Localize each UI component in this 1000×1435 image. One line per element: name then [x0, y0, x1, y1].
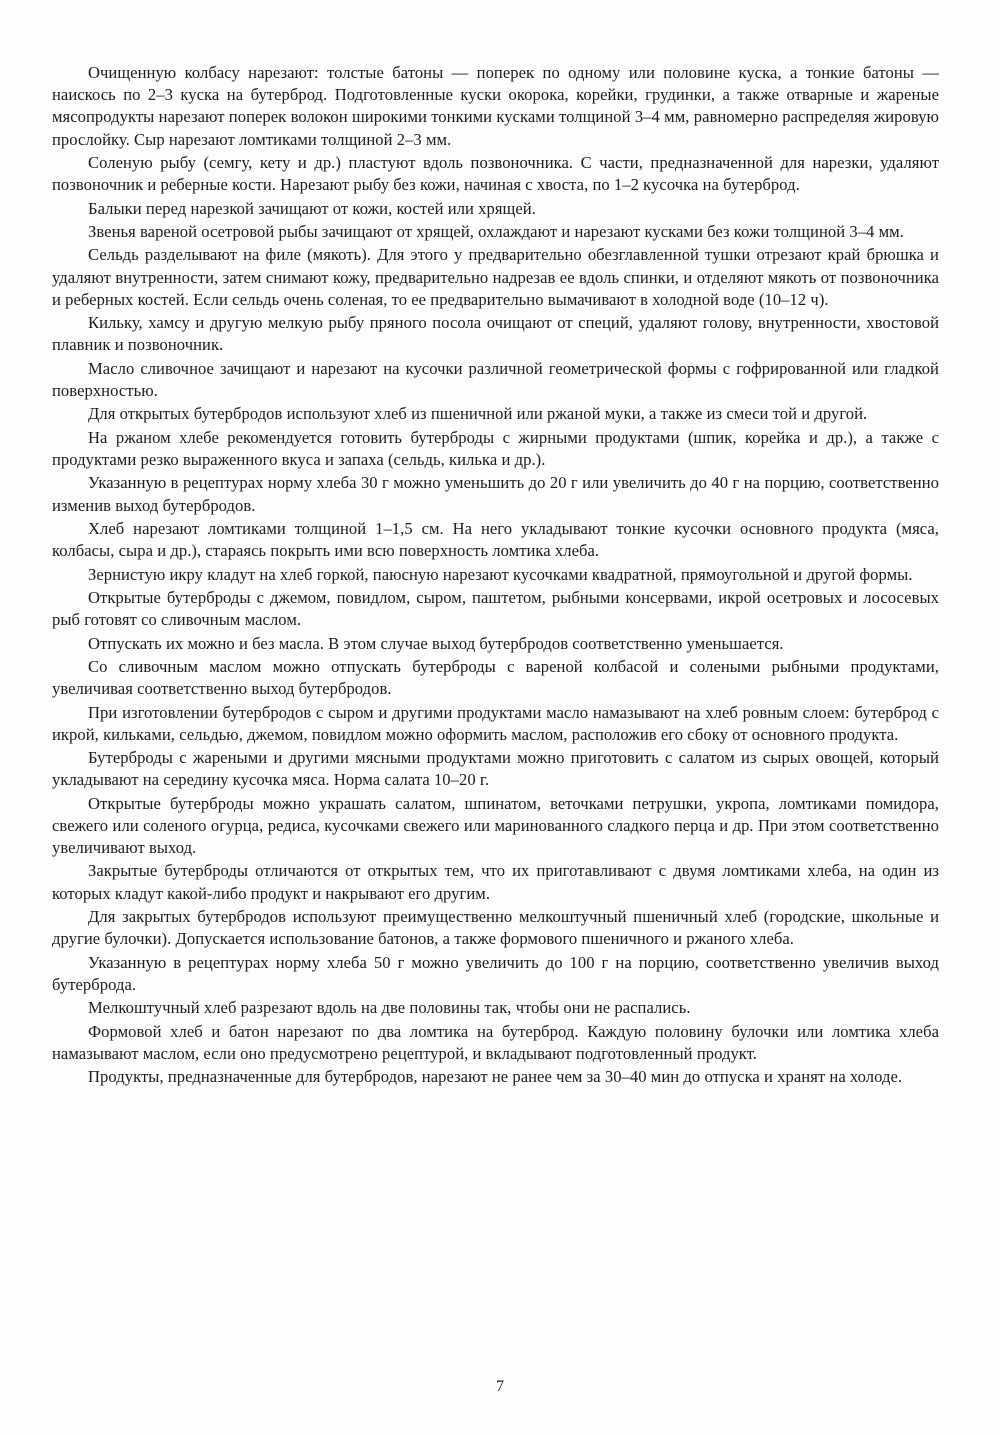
paragraph-open-sandwich-bread: Для открытых бутербродов используют хлеб из пшеничной или ржаной муки, а также из смеси той и другой.: [88, 404, 868, 424]
paragraph-bread-norm-50g: Указанную в рецептурах норму хлеба 50 г можно увеличить до 100 г на порцию, соответственно увеличив выход бутерброда.: [52, 952, 939, 994]
paragraph-open-sandwich-butter: Открытые бутерброды с джемом, повидлом, сыром, паштетом, рыбными консервами, икрой осетровых и лососевых рыб готовят со сливочным маслом.: [52, 587, 939, 630]
paragraph-closed-sandwich: Закрытые бутерброды отличаются от открытых тем, что их приготавливают с двумя ломтиками хлеба, на один из которых кладут какой-либо продукт и накрывают его другим.: [52, 861, 939, 903]
paragraph-sprat: Кильку, хамсу и другую мелкую рыбу пряного посола очищают от специй, удаляют голову, внутренности, хвостовой плавник и позвоночник.: [52, 313, 939, 355]
paragraph-butter-spreading: При изготовлении бутербродов с сыром и другими продуктами масло намазывают на хлеб ровным слоем: бутерброд с икрой, кильками, сельдью, джемом, повидлом можно оформить маслом, расположив его сбоку от основного продукта.: [52, 702, 939, 744]
paragraph-butter-sausage: Со сливочным маслом можно отпускать бутерброды с вареной колбасой и солеными рыбными продуктами, увеличивая соответственно выход бутербродов.: [52, 656, 939, 699]
paragraph-bread-norm-30g: Указанную в рецептурах норму хлеба 30 г можно уменьшить до 20 г или увеличить до 40 г на порцию, соответственно изменив выход бутербродов.: [52, 473, 939, 515]
paragraph-rye-bread: На ржаном хлебе рекомендуется готовить бутерброды с жирными продуктами (шпик, корейка и др.), а также с продуктами резко выраженного вкуса и запаха (сельдь, килька и др.).: [52, 427, 939, 469]
paragraph-storage: Продукты, предназначенные для бутербродов, нарезают не ранее чем за 30–40 мин до отпуска и хранят на холоде.: [88, 1067, 903, 1087]
paragraph-caviar: Зернистую икру кладут на хлеб горкой, паюсную нарезают кусочками квадратной, прямоугольной и другой формы.: [88, 564, 913, 584]
paragraph-small-bread: Мелкоштучный хлеб разрезают вдоль на две половины так, чтобы они не распались.: [88, 998, 691, 1018]
paragraph-sturgeon: Звенья вареной осетровой рыбы зачищают от хрящей, охлаждают и нарезают кусками без кожи толщиной 3–4 мм.: [88, 221, 904, 241]
paragraph-decoration: Открытые бутерброды можно украшать салатом, шпинатом, веточками петрушки, укропа, ломтиками помидора, свежего или соленого огурца, редиса, кусочками свежего или маринованного сладкого перца и др. При этом соответственно увеличивают выход.: [52, 793, 939, 858]
body-text: [52, 62, 939, 1090]
paragraph-salted-fish: Соленую рыбу (семгу, кету и др.) пластуют вдоль позвоночника. С части, предназначенной для нарезки, удаляют позвоночник и реберные кости. Нарезают рыбу без кожи, начиная с хвоста, по 1–2 кусочка на бутерброд.: [52, 153, 939, 195]
paragraph-meat-salad: Бутерброды с жареными и другими мясными продуктами можно приготовить с салатом из сырых овощей, который укладывают на середину кусочка мяса. Норма салата 10–20 г.: [52, 748, 939, 790]
paragraph-formed-bread: Формовой хлеб и батон нарезают по два ломтика на бутерброд. Каждую половину булочки или ломтика хлеба намазывают маслом, если оно предусмотрено рецептурой, и вкладывают подготовленный продукт.: [52, 1021, 939, 1063]
paragraph-without-butter: Отпускать их можно и без масла. В этом случае выход бутербродов соответственно уменьшается.: [88, 633, 784, 653]
paragraph-herring: Сельдь разделывают на филе (мякоть). Для этого у предварительно обезглавленной тушки отрезают край брюшка и удаляют внутренности, затем снимают кожу, предварительно надрезав ее вдоль спинки, и отделяют мякоть от позвоночника и реберных костей. Если сельдь очень соленая, то ее предварительно вымачивают в холодной воде (10–12 ч).: [52, 245, 939, 309]
paragraph-butter: Масло сливочное зачищают и нарезают на кусочки различной геометрической формы с гофрированной или гладкой поверхностью.: [52, 358, 939, 400]
paragraph-sausage-cutting: Очищенную колбасу нарезают: толстые батоны — поперек по одному или половине куска, а тонкие батоны — наискось по 2–3 куска на бутерброд. Подготовленные куски окорока, корейки, грудинки, а также отварные и жареные мясопродукты нарезают поперек волокон широкими тонкими кусками толщиной 3–4 мм, равномерно распределяя жировую прослойку. Сыр нарезают ломтиками толщиной 2–3 мм.: [52, 63, 939, 149]
paragraph-bread-slices: Хлеб нарезают ломтиками толщиной 1–1,5 см. На него укладывают тонкие кусочки основного продукта (мяса, колбасы, сыра и др.), стараясь покрыть ими всю поверхность ломтика хлеба.: [52, 518, 939, 561]
page-number: 7: [496, 1378, 504, 1395]
paragraph-balyk: Балыки перед нарезкой зачищают от кожи, костей или хрящей.: [88, 198, 536, 218]
paragraph-closed-sandwich-bread: Для закрытых бутербродов используют преимущественно мелкоштучный пшеничный хлеб (городские, школьные и другие булочки). Допускается использование батонов, а также формового пшеничного и ржаного хлеба.: [52, 907, 939, 949]
